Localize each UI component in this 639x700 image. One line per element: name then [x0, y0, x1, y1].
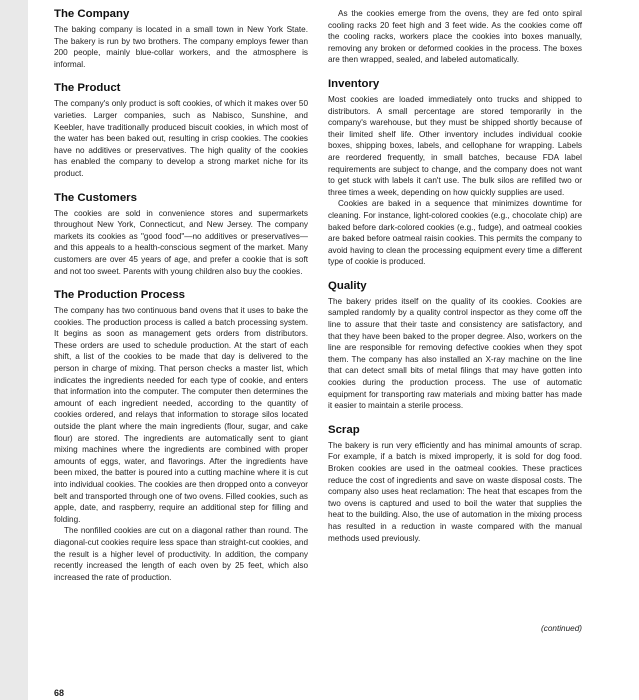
section-heading: Scrap [328, 423, 360, 436]
section-inventory [328, 78, 582, 268]
section-body: Most cookies are loaded immediately onto trucks and shipped to distributors. A small percentage are stored temporarily in the company's warehouse, but they must be shipped shortly because of their limited shelf life. Other inventory includes individual cookie boxes, shipping boxes, labels, and cellophane for wrapping. Labels are reordered frequently, in small batches, because FDA label requirements are subject to change, and the company does not want to get stuck with labels it can't use. The bulk silos are refilled two or three times a week, depending on how quickly supplies are used. [328, 94, 582, 197]
section-heading: The Company [54, 8, 130, 20]
section-heading: Quality [328, 279, 367, 292]
left-column [54, 8, 308, 595]
section-body: The company has two continuous band ovens that it uses to bake the cookies. The production process is called a batch processing system. It begins as soon as management gets orders from distributors. These orders are used to schedule production. At the start of each shift, a list of the cookies to be made that day is delivered to the person in charge of mixing. That person checks a master list, which indicates the ingredients needed for each type of cookie, and enters that information into the computer. The computer then determines the amount of each ingredient needed, according to the quantity of cookies ordered, and relays that information to storage silos located outside the plant where the main ingredients (flour, sugar, and cake flour) are stored. The ingredients are automatically sent to giant mixing machines where the ingredients are combined with proper amounts of eggs, water, and flavorings. After the ingredients have been mixed, the batter is poured into a cutting machine where it is cut into individual cookies. The cookies are then dropped onto a conveyor belt and transported through one of two ovens. Filled cookies, such as apple, date, and raspberry, require an additional step for filling and folding. [54, 306, 308, 524]
page-number: 68 [54, 688, 65, 698]
section-body: The bakery is run very efficiently and has minimal amounts of scrap. For example, if a batch is mixed improperly, it is sold for dog food. Broken cookies are used in the oatmeal cookies. These practices reduce the cost of ingredients and save on waste disposal costs. The company also uses heat reclamation: The heat that escapes from the two ovens is captured and used to boil the water that supplies the heat to the building. Also, the use of automation in the mixing process has resulted in a reduction in waste compared with the manual methods used previously. [328, 440, 582, 543]
section-heading: Inventory [328, 77, 380, 90]
section-body: The nonfilled cookies are cut on a diagonal rather than round. The diagonal-cut cookies require less space than straight-cut cookies, and the result is a higher level of productivity. In addition, the company recently increased the length of each oven by 25 feet, which also increased the rate of production. [54, 526, 308, 582]
right-column [328, 8, 582, 556]
section-production-process [54, 289, 308, 583]
section-heading: The Product [54, 82, 121, 95]
section-body: Cookies are baked in a sequence that minimizes downtime for cleaning. For instance, light-colored cookies (e.g., chocolate chip) are baked before dark-colored cookies (e.g., fudge), and oatmeal cookies are baked before oatmeal raisin cookies. This permits the company to avoid having to clean the processing equipment every time a different type of cookie is produced. [328, 199, 582, 267]
section-body: The bakery prides itself on the quality of its cookies. Cookies are sampled randomly by a quality control inspector as they come off the line to assure that their taste and consistency are satisfactory, and that they have been baked to the proper degree. Also, workers on the line are responsible for removing defective cookies when they spot them. The company has also installed an X-ray machine on the line that can detect small bits of metal filings that may have gotten into cookies during the production process. The use of automatic equipment for transporting raw materials and mixing batter has made it easier to maintain a sterile process. [328, 296, 582, 411]
section-quality [328, 280, 582, 412]
continued-label: (continued) [541, 624, 582, 633]
section-body: The cookies are sold in convenience stores and supermarkets throughout New York, Connecticut, and New Jersey. The company markets its cookies as "good food"—no additives or preservatives—and this appeals to a health-conscious segment of the market. Many customers are over 45 years of age, and prefer a cookie that is soft and not too sweet. Parents with young children also buy the cookies. [54, 208, 308, 276]
page-gutter [0, 0, 28, 700]
section-product [54, 82, 308, 179]
section-heading: The Customers [54, 191, 137, 204]
section-body: The baking company is located in a small town in New York State. The bakery is run by two brothers. The company employs fewer than 200 people, mainly blue-collar workers, and the atmosphere is informal. [54, 25, 308, 69]
section-customers [54, 192, 308, 278]
section-heading: The Production Process [54, 289, 186, 302]
section-body-continued: As the cookies emerge from the ovens, they are fed onto spiral cooling racks 20 feet high and 3 feet wide. As the cookies come off the cooling racks, workers place the cookies into boxes manually, removing any broken or deformed cookies in the process. The boxes are then wrapped, sealed, and labeled automatically. [328, 9, 582, 65]
section-body: The company's only product is soft cookies, of which it makes over 50 varieties. Larger companies, such as Nabisco, Sunshine, and Keebler, have traditionally produced biscuit cookies, in which most of the water has been baked out, resulting in crisp cookies. The cookies have no additives or preservatives. The high quality of the cookies has enabled the company to develop a strong market niche for its product. [54, 99, 308, 178]
section-company [54, 8, 308, 70]
section-scrap [328, 424, 582, 544]
